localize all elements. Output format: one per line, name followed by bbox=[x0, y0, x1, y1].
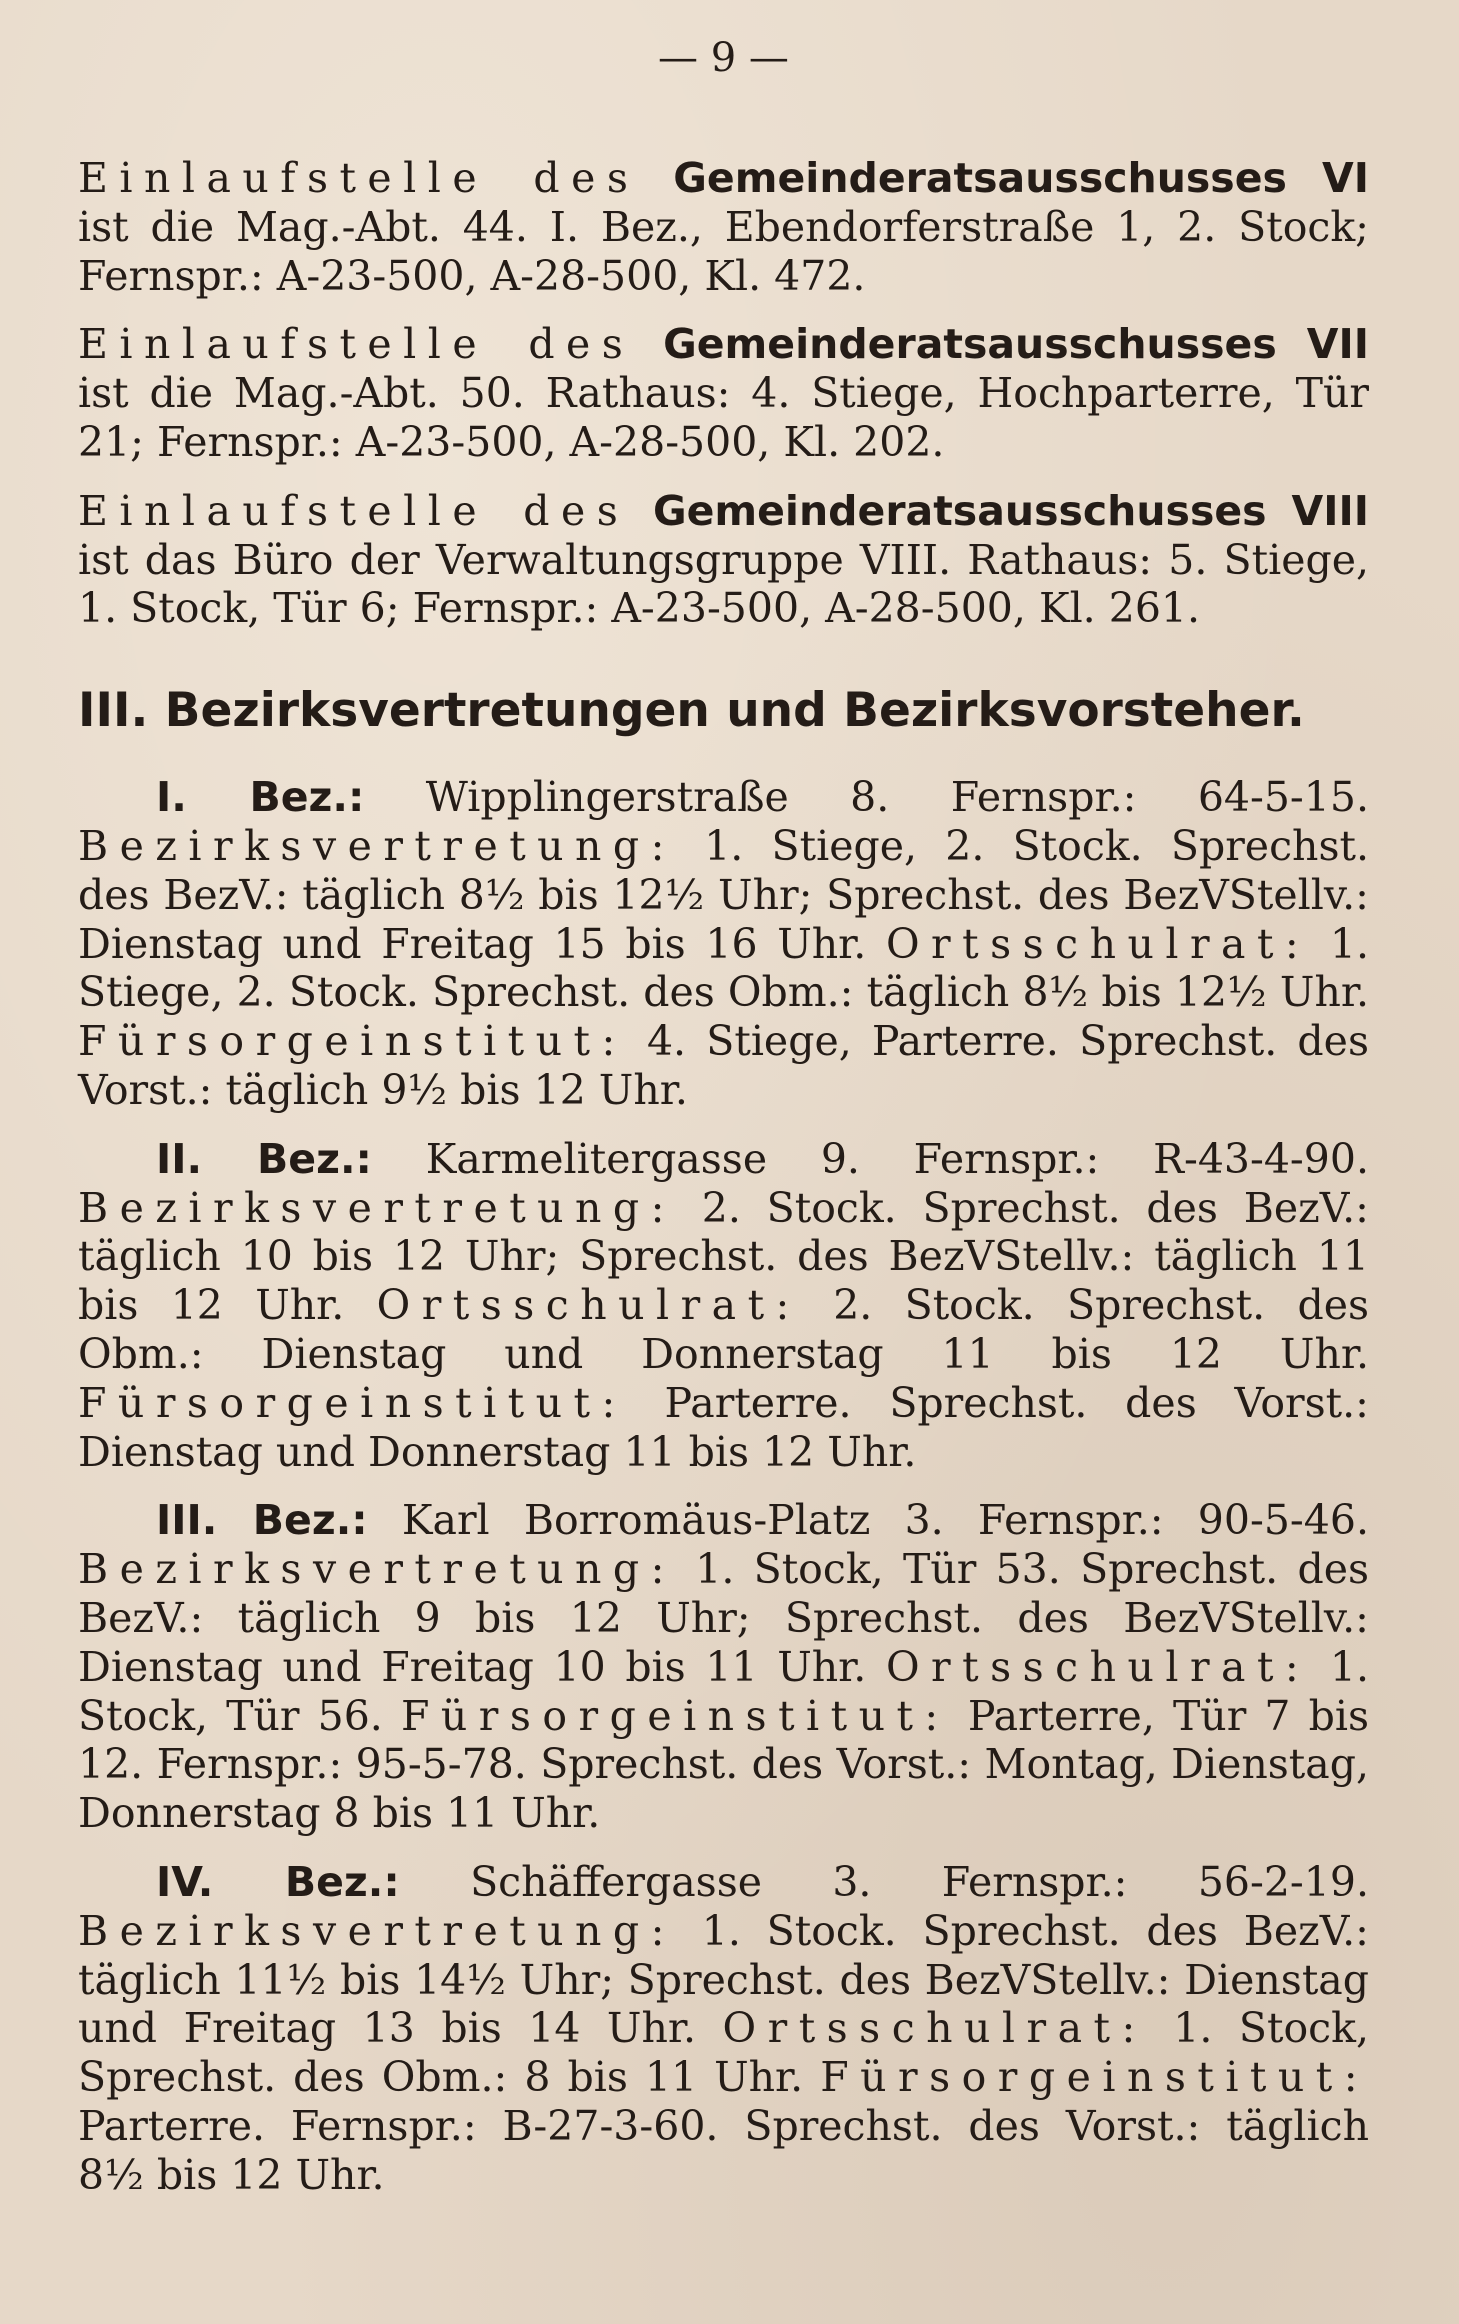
spaced-term: Einlaufstelle des bbox=[78, 486, 630, 535]
district-label: IV. Bez.: bbox=[156, 1857, 400, 1906]
paragraph-ausschuss-viii bbox=[78, 487, 1369, 633]
spaced-term: Bezirksvertretung: bbox=[78, 821, 676, 870]
paragraph-text: ist die Mag.-Abt. 50. Rathaus: 4. Stiege, Hochparterre, Tür 21; Fernspr.: A-23-500, A-28-500, Kl. 202. bbox=[78, 369, 1369, 466]
paragraph-ausschuss-vi bbox=[78, 154, 1369, 300]
paragraph-ausschuss-vii bbox=[78, 320, 1369, 466]
district-text: Parterre. Sprechst. des Vorst.: Dienstag und Donnerstag 11 bis 12 Uhr. bbox=[78, 1378, 1369, 1476]
district-text: 2. Stock. Sprechst. des BezV.: täglich 10 bis 12 Uhr; Sprechst. des BezVStellv.: täglich 11 bis 12 Uhr. bbox=[78, 1183, 1369, 1330]
district-text: 1. Stock, Tür 56. bbox=[78, 1642, 1369, 1740]
spaced-term: Einlaufstelle des bbox=[78, 320, 635, 369]
district-entry-1 bbox=[78, 773, 1369, 1115]
district-entry-4 bbox=[78, 1858, 1369, 2200]
section-heading: III. Bezirksvertretungen und Bezirksvorsteher. bbox=[78, 683, 1305, 739]
district-label: III. Bez.: bbox=[156, 1496, 368, 1545]
district-text: Parterre. Fernspr.: B-27-3-60. Sprechst. des Vorst.: täglich 8½ bis 12 Uhr. bbox=[78, 2101, 1369, 2199]
district-label: I. Bez.: bbox=[156, 773, 365, 822]
paragraph-text: ist das Büro der Verwaltungsgruppe VIII. Rathaus: 5. Stiege, 1. Stock, Tür 6; Fernspr.: A-23-500, A-28-500, Kl. 261. bbox=[78, 535, 1369, 633]
spaced-term: Bezirksvertretung: bbox=[78, 1906, 676, 1955]
district-address: Schäffergasse 3. Fernspr.: 56-2-19. bbox=[470, 1857, 1369, 1906]
district-text: 1. Stiege, 2. Stock. Sprechst. des BezV.: täglich 8½ bis 12½ Uhr; Sprechst. des BezVStellv.: Dienstag und Freitag 15 bis 16 Uhr. bbox=[78, 821, 1369, 968]
spaced-term: Bezirksvertretung: bbox=[78, 1183, 676, 1232]
district-text: Parterre, Tür 7 bis 12. Fernspr.: 95-5-78. Sprechst. des Vorst.: Montag, Dienstag, Donnerstag 8 bis 11 Uhr. bbox=[78, 1691, 1369, 1838]
spaced-term: Fürsorgeinstitut: bbox=[78, 1378, 627, 1427]
district-label: II. Bez.: bbox=[156, 1134, 372, 1183]
district-text: 1. Stock, Sprechst. des Obm.: 8 bis 11 Uhr. bbox=[78, 2004, 1369, 2102]
spaced-term: Ortsschulrat: bbox=[885, 1642, 1311, 1691]
committee-name: Gemeinderatsausschusses VIII bbox=[652, 486, 1369, 535]
district-text: 1. Stock, Tür 53. Sprechst. des BezV.: täglich 9 bis 12 Uhr; Sprechst. des BezVStellv.: Dienstag und Freitag 10 bis 11 Uhr. bbox=[78, 1545, 1369, 1691]
spaced-term: Fürsorgeinstitut: bbox=[78, 1017, 627, 1066]
district-text: 1. Stock. Sprechst. des BezV.: täglich 11½ bis 14½ Uhr; Sprechst. des BezVStellv.: Dienstag und Freitag 13 bis 14 Uhr. bbox=[78, 1906, 1369, 2053]
district-text: 1. Stiege, 2. Stock. Sprechst. des Obm.: täglich 8½ bis 12½ Uhr. bbox=[78, 919, 1369, 1017]
district-entry-2 bbox=[78, 1135, 1369, 1477]
spaced-term: Einlaufstelle des bbox=[78, 154, 640, 202]
district-entry-3 bbox=[78, 1496, 1369, 1838]
committee-name: Gemeinderatsausschusses VI bbox=[673, 154, 1369, 202]
district-address: Karl Borromäus-Platz 3. Fernspr.: 90-5-46. bbox=[401, 1496, 1369, 1545]
district-address: Wipplingerstraße 8. Fernspr.: 64-5-15. bbox=[425, 773, 1369, 822]
spaced-term: Ortsschulrat: bbox=[376, 1281, 801, 1330]
district-address: Karmelitergasse 9. Fernspr.: R-43-4-90. bbox=[425, 1134, 1369, 1183]
spaced-term: Ortsschulrat: bbox=[722, 2004, 1147, 2053]
district-text: 4. Stiege, Parterre. Sprechst. des Vorst.: täglich 9½ bis 12 Uhr. bbox=[78, 1017, 1369, 1114]
committee-name: Gemeinderatsausschusses VII bbox=[663, 320, 1369, 369]
paragraph-text: ist die Mag.-Abt. 44. I. Bez., Ebendorferstraße 1, 2. Stock; Fernspr.: A-23-500, A-28-500, Kl. 472. bbox=[78, 202, 1369, 300]
spaced-term: Bezirksvertretung: bbox=[78, 1545, 676, 1594]
page-number: — 9 — bbox=[658, 35, 789, 81]
spaced-term: Fürsorgeinstitut: bbox=[820, 2053, 1369, 2102]
district-text: 2. Stock. Sprechst. des Obm.: Dienstag und Donnerstag 11 bis 12 Uhr. bbox=[78, 1281, 1369, 1378]
spaced-term: Fürsorgeinstitut: bbox=[400, 1691, 950, 1740]
spaced-term: Ortsschulrat: bbox=[885, 919, 1311, 968]
